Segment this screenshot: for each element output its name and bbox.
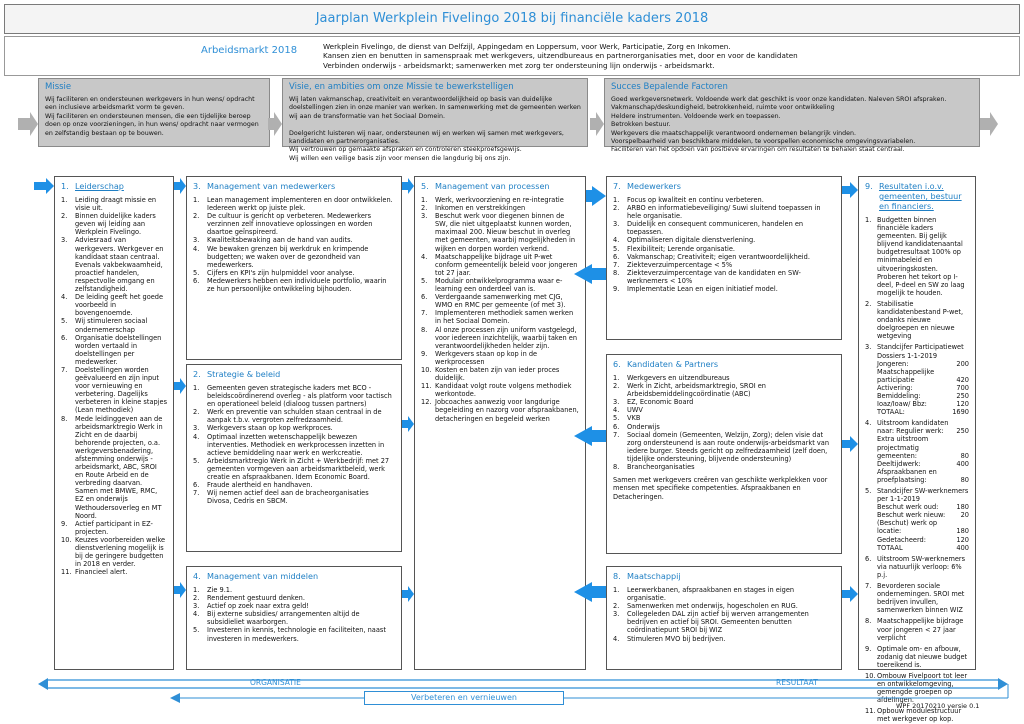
result-row: 2. Stabilisatie kandidatenbestand P-wet, ondanks nieuwe doelgroepen en nieuwe wetgeving xyxy=(865,299,964,341)
list-item: 2. Werk in Zicht, arbeidsmarktregio, SROI en Arbeidsbemiddelingcoördinatie (ABC) xyxy=(613,382,766,399)
arrow-left-icon xyxy=(574,426,606,446)
list-item: 1. Leerwerkbanen, afspraakbanen en stages in eigen organisatie. xyxy=(613,586,795,603)
arrow-right-icon xyxy=(174,582,186,598)
result-row: 3. Standcijfer Participatiewet Dossiers 1-1-2019 xyxy=(865,343,964,360)
list-item: 7. Doelstellingen worden geëvalueerd en zijn input voor vernieuwing en verbetering. Dagelijks verbeteren in kleine stapjes (Lean methodiek) xyxy=(61,365,168,415)
succes-text: Goed werkgeversnetwerk. Voldoende werk dat geschikt is voor onze kandidaten. Naleven SROI afspraken. Vakmanschap/deskundigheid, betrokkenheid, ruimte voor ontwikkeling Heldere instrumenten. Voldoende werk en toepassen. Betrokken bestuur. Werkgevers die maatschappelijk verantwoord ondernemen belangrijk vinden. Voorspelbaarheid van beschikbare middelen, te voorspellen economische omgevingsvariabelen. Faciliteren van het opdoen van positieve ervaringen om resultaten te behalen staat centraal. xyxy=(611,96,947,154)
arrow-right-icon xyxy=(842,586,858,602)
list-item: 5. Cijfers en KPI's zijn hulpmiddel voor analyse. xyxy=(193,268,355,277)
list-item: 8. Brancheorganisaties xyxy=(613,463,695,472)
result-row: 1. Budgetten binnen financiële kaders gemeenten. Bij gelijk blijvend kandidatenaantal budgetresultaat 100% op minimabeleid en uitvoeringskosten. Proberen het tekort op I-deel, P-deel en SW zo laag mogelijk te houden. xyxy=(865,216,965,297)
list-item: 1. Werkgevers en uitzendbureaus xyxy=(613,374,730,382)
list-item: 7. Sociaal domein (Gemeenten, Welzijn, Zorg); delen visie dat zorg ondersteunend is aan route onderwijs-arbeidsmarkt van iedere burger. Steeds gericht op zelfredzaamheid (zelf doen, tijdelijke ondersteuning, blijvende ondersteuning) xyxy=(613,430,830,463)
arrow-right-icon xyxy=(402,416,414,432)
list-item: 5. Arbeidsmarktregio Werk in Zicht + Werkbedrijf: met 27 gemeenten vormgeven aan arbeidsmarktbeleid, werk creatie en afspraakbanen. Idem Economic Board. xyxy=(193,456,390,482)
list-item: 4. De leiding geeft het goede voorbeeld in bovengenoemde. xyxy=(61,293,164,318)
succes-heading: Succes Bepalende Factoren xyxy=(611,82,728,92)
list-item: 5. Flexibiliteit; Lerende organisatie. xyxy=(613,244,736,253)
list-item: 6. Vakmanschap; Creativiteit; eigen verantwoordelijkheid. xyxy=(613,252,810,261)
list-item: 6. Medewerkers hebben een individuele portfolio, waarin ze hun persoonlijke ontwikkeling bijhouden. xyxy=(193,276,387,294)
medewerkers-mgmt-heading: 3. Management van medewerkers xyxy=(193,181,336,191)
intro-text: Werkplein Fivelingo, de dienst van Delfzijl, Appingedam en Loppersum, voor Werk, Participatie, Zorg en Inkomen. Kansen zien en benutten in samenspraak met werkgevers, uitzendbureaus en partnerorganisaties met, door en voor de kandidaten Verbinden onderwijs - arbeidsmarkt; samenwerken met zorg ter ondersteuning lijn onderwijs - arbeidsmarkt. xyxy=(323,42,798,70)
list-item: 1. Zie 9.1. xyxy=(193,586,233,594)
list-item: 2. De cultuur is gericht op verbeteren. Medewerkers verzinnen zelf innovatieve oplossingen en worden daartoe geïnspireerd. xyxy=(193,212,373,237)
list-item: 3. Beschut werk voor diegenen binnen de SW, die niet uitgeplaatst kunnen worden, maximaal 200. Nieuw beschut in overleg met gemeenten, waarbij mogelijkheden in wijken en dorpen worden verkend. xyxy=(421,212,576,253)
visie-heading: Visie, en ambities om onze Missie te bewerkstelligen xyxy=(289,82,514,92)
result-row: Afspraakbanen en proefplaatsing: 80 xyxy=(877,467,969,484)
page-title: Jaarplan Werkplein Fivelingo 2018 bij financiële kaders 2018 xyxy=(4,4,1020,34)
arrow-right-icon xyxy=(586,186,606,206)
result-row: 8. Maatschappelijke bijdrage voor jongeren < 27 jaar verplicht xyxy=(865,617,964,642)
list-item: 6. Onderwijs xyxy=(613,422,660,431)
result-row: TOTAAL 400 xyxy=(877,543,969,552)
arrow-right-icon xyxy=(402,178,414,194)
arrow-right-icon xyxy=(998,678,1008,690)
list-item: 4. Stimuleren MVO bij bedrijven. xyxy=(613,634,726,643)
list-item: 7. Wij nemen actief deel aan de bracheorganisaties Divosa, Cedris en SBCM. xyxy=(193,489,369,506)
list-item: 1. Leiding draagt missie en visie uit. xyxy=(61,196,157,213)
result-row: Maatschappelijke participatie 420 xyxy=(877,367,969,384)
list-item: 2. Binnen duidelijke kaders geven wij leiding aan Werkplein Fivelingo. xyxy=(61,212,156,237)
result-row: Deeltijdwerk: 400 xyxy=(877,459,969,468)
list-item: 6. Verdergaande samenwerking met CJG, WMO en RMC per gemeente (of met 3). xyxy=(421,293,566,310)
result-row: 5. Standcijfer SW-werknemers per 1-1-2019 xyxy=(865,487,969,504)
result-row: Ioaz/Ioaw/ Bbz: 120 xyxy=(877,400,969,409)
result-row: Bemiddeling: 250 xyxy=(877,391,969,400)
kandidaten-heading: 6. Kandidaten & Partners xyxy=(613,359,719,369)
middelen-heading: 4. Management van middelen xyxy=(193,571,319,581)
list-item: 9. Implementatie Lean en eigen initiatief model. xyxy=(613,285,778,294)
list-item: 4. Optimaliseren digitale dienstverlening. xyxy=(613,236,756,245)
result-row: (Beschut) werk op locatie: 180 xyxy=(877,519,969,536)
list-item: 11. Financieel alert. xyxy=(61,568,128,577)
maatschappij-heading: 8. Maatschappij xyxy=(613,571,681,581)
list-item: 11. Kandidaat volgt route volgens methodiek werkontode. xyxy=(421,382,572,399)
list-item: 9. Actief participant in EZ-projecten. xyxy=(61,519,153,536)
list-item: 5. VKB xyxy=(613,414,641,423)
list-item: 2. Samenwerken met onderwijs, hogescholen en RUG. xyxy=(613,602,798,611)
result-row: Jongeren: 200 xyxy=(877,359,969,368)
arrow-left-icon xyxy=(574,264,606,284)
list-item: 7. Implementeren methodiek samen werken in het Sociaal Domein. xyxy=(421,309,574,326)
result-row: Activering: 700 xyxy=(877,383,969,392)
list-item: 8. Al onze processen zijn uniform vastgelegd, voor iedereen inzichtelijk, waarbij taken en verantwoordelijkheden helder zijn. xyxy=(421,325,578,350)
result-row: Extra uitstroom projectmatig gemeenten: 80 xyxy=(877,435,969,460)
list-item: 8. Ziekteverzuimpercentage van de kandidaten en SW-werknemers < 10% xyxy=(613,268,801,285)
list-item: 6. Fraude alertheid en handhaven. xyxy=(193,481,313,490)
medewerkers-heading: 7. Medewerkers xyxy=(613,181,681,191)
list-item: 7. Ziekteverzuimpercentage < 5% xyxy=(613,260,733,269)
list-item: 9. Werkgevers staan op kop in de werkprocessen xyxy=(421,349,538,366)
kandidaten-note: Samen met werkgevers creëren van geschikte werkplekken voor mensen met specifieke competenties. Afspraakbanen en Detacheringen. xyxy=(613,476,828,501)
processen-heading: 5. Management van processen xyxy=(421,181,550,191)
result-row: 10. Ombouw Fivelpoort tot leer en ontwikkelomgeving, gemengde groepen op afdelingen. xyxy=(865,671,968,705)
list-item: 4. We bewaken grenzen bij werkdruk en krimpende budgetten; we waken over de gezondheid van medewerkers. xyxy=(193,244,369,269)
missie-text: Wij faciliteren en ondersteunen werkgevers in hun wens/ opdracht een inclusieve arbeidsmarkt vorm te geven. Wij faciliteren en ondersteunen mensen, die een tijdelijke beroep doen op onze voorzieningen, in hun wens/ opdracht naar vermogen en zelfstandig bestaan op te bouwen. xyxy=(45,96,259,137)
result-row: 9. Optimale om- en afbouw, zodanig dat nieuwe budget toereikend is. xyxy=(865,644,968,669)
list-item: 5. Wij stimuleren sociaal ondernemerschap xyxy=(61,317,148,334)
strategie-heading: 2. Strategie & beleid xyxy=(193,369,281,379)
list-item: 2. Werk en preventie van schulden staan centraal in de aanpak t.b.v. vergroten zelfredzaamheid. xyxy=(193,408,382,425)
list-item: 5. Investeren in kennis, technologie en faciliteiten, naast investeren in medewerkers. xyxy=(193,626,386,643)
list-item: 12. Jobcoaches aanwezig voor langdurige begeleiding en nazorg voor afspraakbanen, detacheringen en begeleid werken xyxy=(421,398,579,423)
visie-text: Wij laten vakmanschap, creativiteit en verantwoordelijkheid op basis van duidelijke doelstellingen zien in onze manier van werken. In samenwerking met de gemeenten werken wij aan de transformatie van het Sociaal Domein. Doelgericht luisteren wij naar, ondersteunen wij en werken wij samen met werkgevers, kandidaten en partnerorganisaties. Wij vertrouwen op gemaakte afspraken en controleren steekproefsgewijs. Wij willen een veilige basis zijn voor mensen die langdurig bij ons zijn. xyxy=(289,96,581,162)
result-row: TOTAAL: 1690 xyxy=(877,408,969,417)
list-item: 5. Modulair ontwikkelprogramma waar e-learning een onderdeel van is. xyxy=(421,276,563,294)
organisatie-label: ORGANISATIE xyxy=(250,678,301,687)
list-item: 3. Duidelijk en consequent communiceren, handelen en toepassen. xyxy=(613,220,804,237)
result-row: Gedetacheerd: 120 xyxy=(877,535,969,544)
resultaat-label: RESULTAAT xyxy=(776,678,818,687)
list-item: 3. Adviesraad van werkgevers. Werkgever en kandidaat staan centraal. Evenals vakbekwaamheid, proactief handelen, respectvolle omgang en zelfstandigheid. xyxy=(61,236,164,294)
list-item: 2. Rendement gestuurd denken. xyxy=(193,594,305,603)
resultaten-heading: 9. Resultaten i.o.v. gemeenten, bestuur en financiers. xyxy=(865,181,962,211)
list-item: 2. ARBO en informatiebeveiliging/ Suwi sluitend toepassen in hele organisatie. xyxy=(613,204,821,221)
arrow-right-icon xyxy=(842,182,858,198)
list-item: 6. Organisatie doelstellingen worden vertaald in doelstellingen per medewerker. xyxy=(61,333,162,366)
arrow-right-icon xyxy=(842,436,858,452)
leiderschap-heading: 1. Leiderschap xyxy=(61,181,124,191)
result-row: Beschut werk oud: 180 xyxy=(877,503,969,512)
arrow-right-icon xyxy=(174,178,186,194)
arrow-left-icon xyxy=(574,582,606,602)
list-item: 4. Bij externe subsidies/ arrangementen altijd de subsidieliet waarborgen. xyxy=(193,610,360,627)
arrow-right-icon xyxy=(402,586,414,602)
list-item: 1. Gemeenten geven strategische kaders met BCO - beleidscoördinerend overleg - als platform voor tactisch en operationeel beleid (dialoog tussen partners) xyxy=(193,384,392,409)
list-item: 8. Mede leidinggeven aan de arbeidsmarktregio Werk in Zicht en de daarbij behorende projecten, o.a. werkgeversbenadering, afstemming onderwijs - arbeidsmarkt, ABC, SROI en Route Arbeid en de verbreding daarvan. Samen met BMWE, RMC, EZ en onderwijs Wethoudersoverleg en MT Noord. xyxy=(61,414,163,520)
result-row: Beschut werk nieuw: 20 xyxy=(877,511,969,520)
arrow-left-icon xyxy=(38,678,48,690)
arrow-right-icon xyxy=(174,378,186,394)
list-item: 4. Optimaal inzetten wetenschappelijk bewezen interventies. Methodiek en werkprocessen inzetten in actieve bemiddeling naar werk en werkcreatie. xyxy=(193,432,385,457)
list-item: 3. Collegeleden DAL zijn actief bij werven arrangementen bedrijven en actief bij SROI. Gemeenten benutten coördinatiepunt SROI bij WIZ xyxy=(613,610,809,635)
list-item: 4. UWV xyxy=(613,406,643,415)
missie-heading: Missie xyxy=(45,82,72,92)
intro-heading: Arbeidsmarkt 2018 xyxy=(201,45,298,56)
list-item: 1. Lean management implementeren en door ontwikkelen. Iedereen werkt op juiste plek. xyxy=(193,196,393,213)
list-item: 2. Inkomen en verstrekkingen xyxy=(421,204,526,213)
verbeteren-label: Verbeteren en vernieuwen xyxy=(364,691,564,705)
list-item: 3. EZ, Economic Board xyxy=(613,398,694,407)
version-label: WPF 20170210 versie 0.1 xyxy=(896,702,980,710)
result-row: 7. Bevorderen sociale ondernemingen. SROI met bedrijven invullen, samenwerken binnen WIZ xyxy=(865,582,965,615)
list-item: 4. Maatschappelijke bijdrage uit P-wet conform gemeentelijk beleid voor jongeren tot 27 jaar. xyxy=(421,252,578,277)
arrow-left-icon xyxy=(170,693,180,703)
result-row: 11. Opbouw modulestructuur met werkgever op kop. xyxy=(865,707,962,724)
list-item: 3. Kwaliteitsbewaking aan de hand van audits. xyxy=(193,236,353,245)
list-item: 1. Focus op kwaliteit en continu verbeteren. xyxy=(613,196,764,204)
list-item: 10. Kosten en baten zijn van ieder proces duidelijk. xyxy=(421,365,560,383)
list-item: 10. Keuzes voorbereiden welke dienstverlening mogelijk is bij de geringere budgetten in 2018 en verder. xyxy=(61,535,166,569)
arrow-right-icon xyxy=(34,178,54,194)
result-row: 6. Uitstroom SW-werknemers via natuurlijk verloop: 6% p.j. xyxy=(865,554,966,579)
list-item: 1. Werk, werkvoorziening en re-integratie xyxy=(421,196,564,204)
list-item: 3. Werkgevers staan op kop werkproces. xyxy=(193,424,333,433)
list-item: 3. Actief op zoek naar extra geld! xyxy=(193,602,309,611)
result-row: 4. Uitstroom kandidaten naar: Regulier werk: 250 xyxy=(865,419,969,436)
